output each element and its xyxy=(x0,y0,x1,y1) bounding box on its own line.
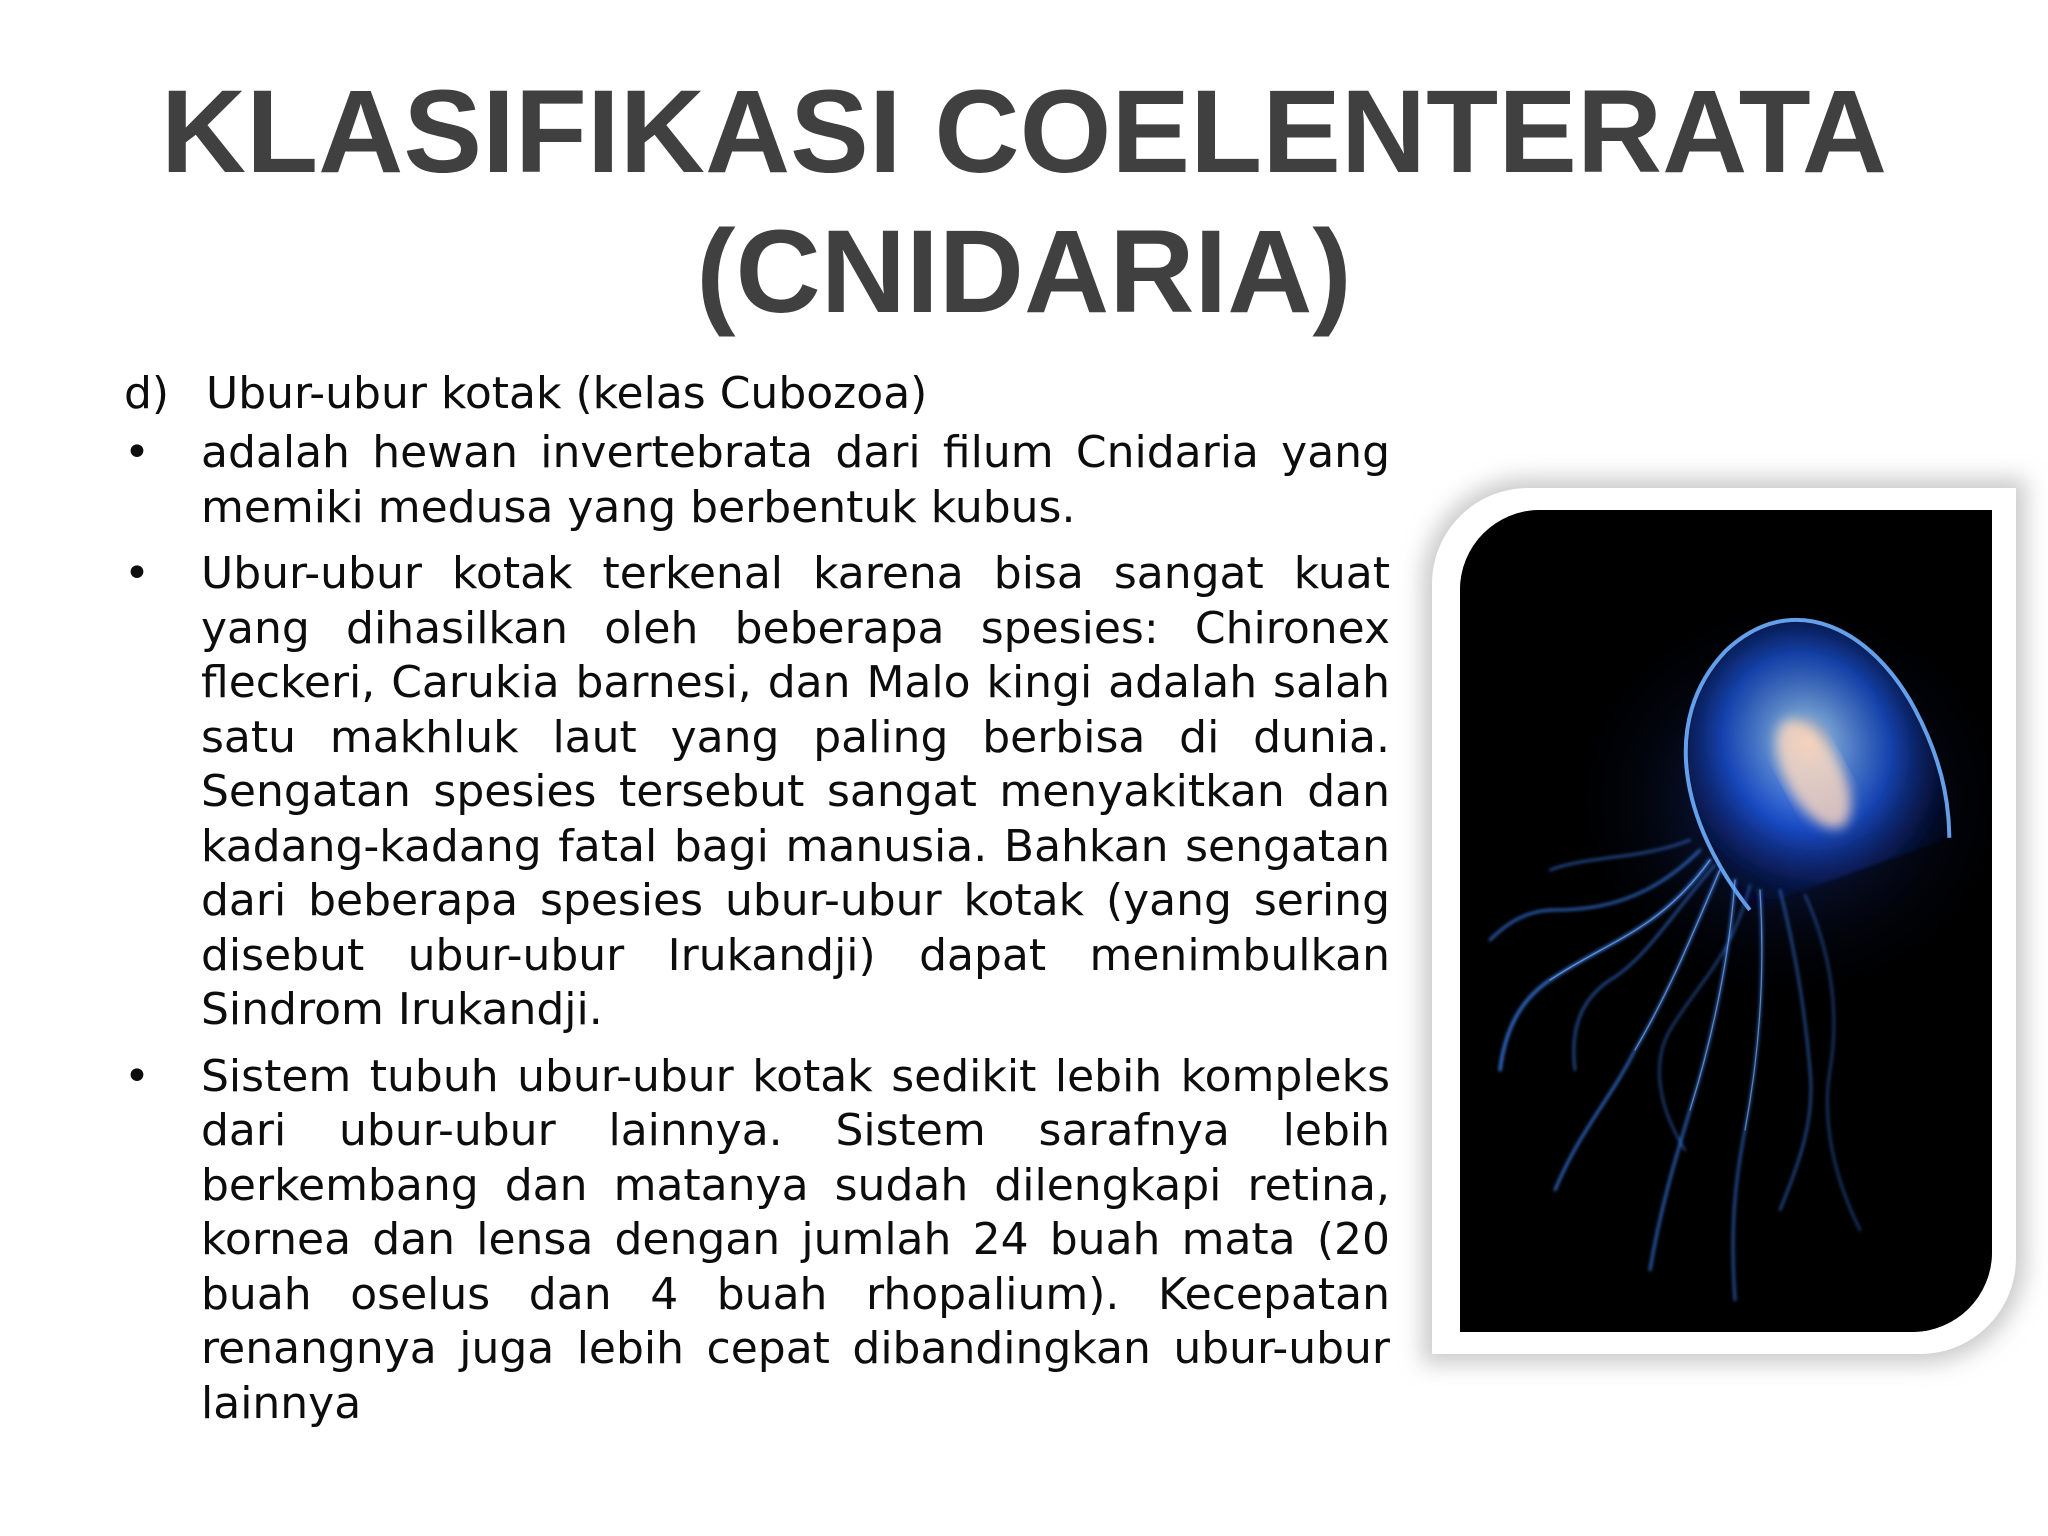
photo-frame xyxy=(1432,488,2016,1354)
bullet-item xyxy=(124,1050,1390,1432)
bullet-item xyxy=(124,426,1390,535)
section-heading xyxy=(124,366,1390,426)
bullet-item xyxy=(124,547,1390,1038)
title-line-1: KLASIFIKASI COELENTERATA xyxy=(160,66,1888,198)
jellyfish-illustration xyxy=(1460,510,1992,1332)
bullet-text: Ubur-ubur kotak terkenal karena bisa sangat kuat yang dihasilkan oleh beberapa spesies: Chironex fleckeri, Carukia barnesi, dan Malo kingi adalah salah satu makhluk laut yang paling berbisa di dunia. Sengatan spesies tersebut sangat menyakitkan dan kadang-kadang fatal bagi manusia. Bahkan sengatan dari beberapa spesies ubur-ubur kotak (yang sering disebut ubur-ubur Irukandji) dapat menimbulkan Sindrom Irukandji. xyxy=(201,548,1390,1035)
bullet-dot: • xyxy=(124,548,150,599)
bullet-text: Sistem tubuh ubur-ubur kotak sedikit lebih kompleks dari ubur-ubur lainnya. Sistem sarafnya lebih berkembang dan matanya sudah dilengkapi retina, kornea dan lensa dengan jumlah 24 buah mata (20 buah oselus dan 4 buah rhopalium). Kecepatan renangnya juga lebih cepat dibandingkan ubur-ubur lainnya xyxy=(201,1050,1390,1429)
bullet-text: adalah hewan invertebrata dari filum Cnidaria yang memiki medusa yang berbentuk kubus. xyxy=(201,427,1390,533)
box-jellyfish-photo xyxy=(1460,510,1992,1332)
bullet-dot: • xyxy=(124,1050,150,1102)
slide-title xyxy=(0,62,2048,342)
bullet-dot: • xyxy=(124,427,150,478)
section-heading-text: Ubur-ubur kotak (kelas Cubozoa) xyxy=(206,368,928,419)
content-text xyxy=(124,366,1390,1431)
title-line-2: (CNIDARIA) xyxy=(696,206,1352,338)
section-marker: d) xyxy=(124,368,170,419)
